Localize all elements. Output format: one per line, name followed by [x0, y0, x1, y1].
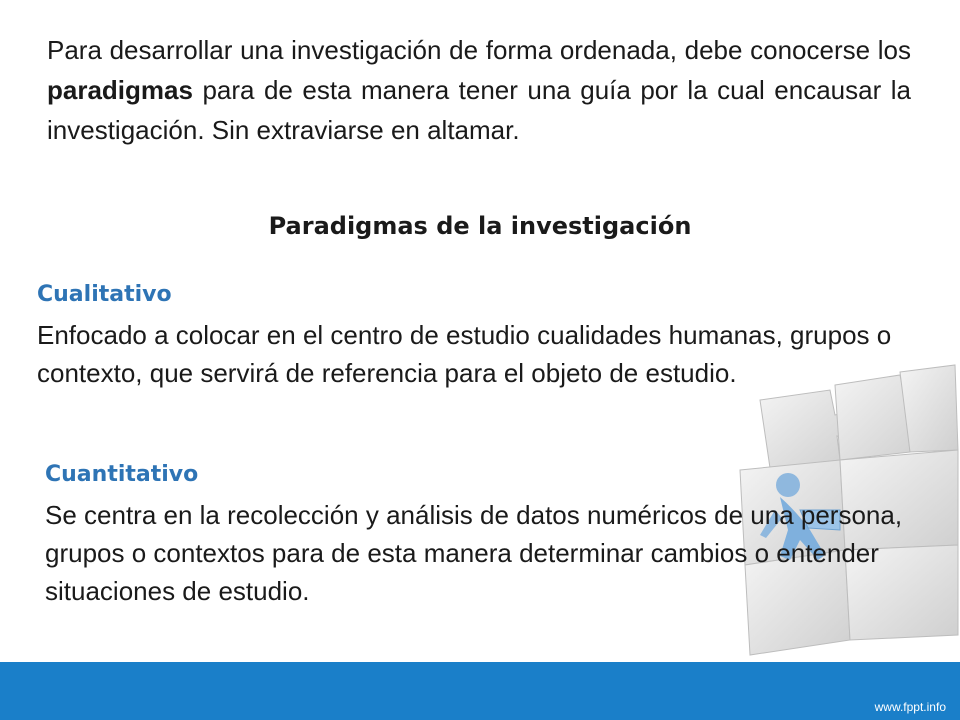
intro-text-part1: Para desarrollar una investigación de forma ordenada, debe conocerse los [47, 35, 911, 65]
section-heading: Paradigmas de la investigación [268, 212, 692, 240]
footer-bar [0, 662, 960, 720]
cualitativo-body: Enfocado a colocar en el centro de estudio cualidades humanas, grupos o contexto, que servirá de referencia para el objeto de estudio. [37, 320, 892, 388]
cualitativo-title: Cualitativo [37, 282, 172, 307]
intro-text-part2: para de esta manera tener una guía por la cual encausar la investigación. Sin extraviarse en altamar. [47, 75, 911, 145]
cuantitativo-body: Se centra en la recolección y análisis de datos numéricos de una persona, grupos o contextos para de esta manera determinar cambios o entender situaciones de estudio. [45, 500, 903, 606]
intro-bold-term: paradigmas [47, 75, 193, 105]
cuantitativo-title: Cuantitativo [45, 462, 199, 487]
intro-paragraph [47, 30, 911, 150]
footer-url: www.fppt.info [874, 700, 946, 714]
